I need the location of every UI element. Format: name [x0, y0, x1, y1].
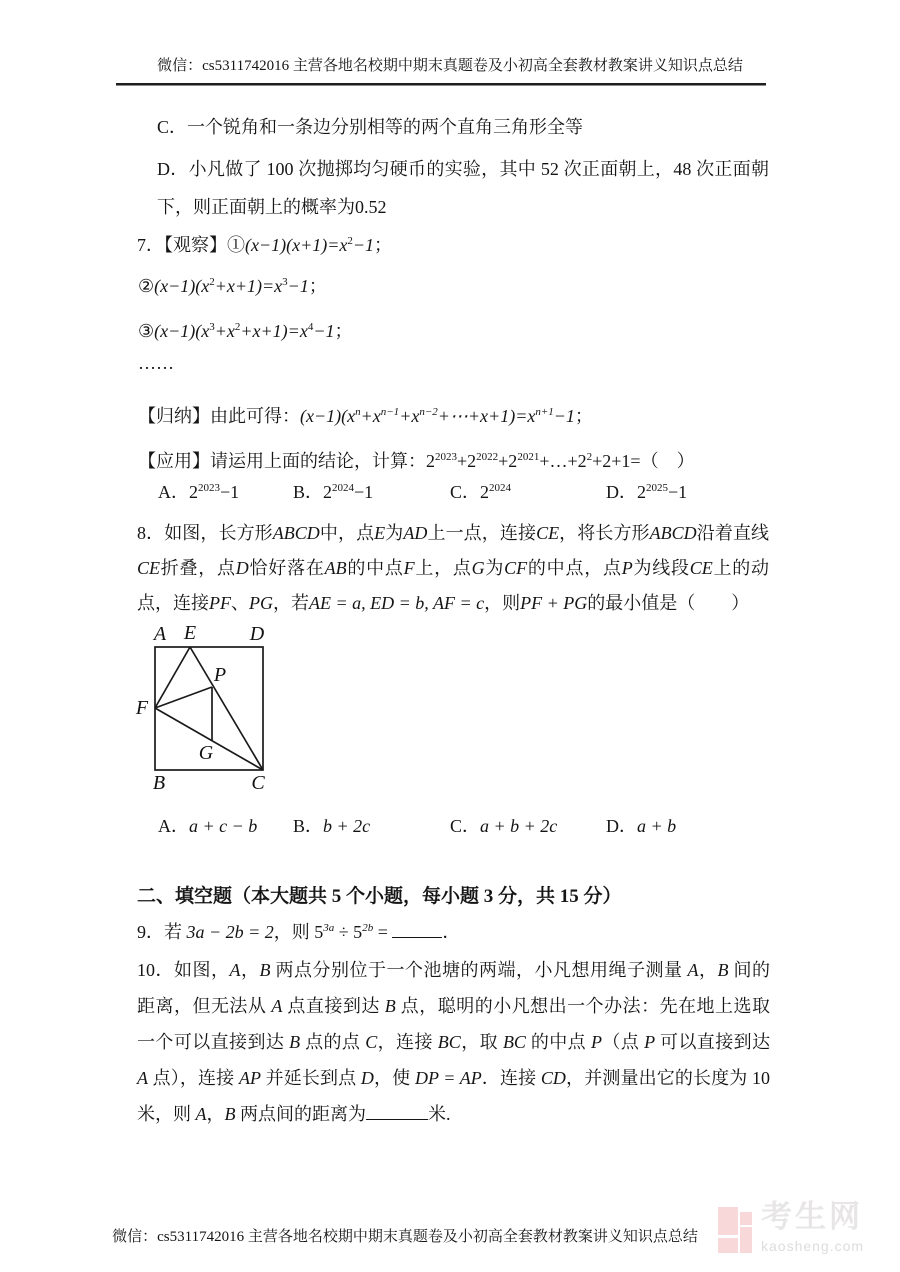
figure-line-ef: [155, 647, 190, 708]
kaosheng-logo-icon: [712, 1200, 752, 1254]
figure-label-p: P: [213, 664, 227, 686]
question-9-line: 9．若 3a − 2b = 2，则 $5^{3a} \div 5^{2b}$ = ．: [137, 922, 461, 942]
q8-option-d: D．a + b: [606, 816, 677, 836]
option-d-paragraph: D．小凡做了 100 次抛掷均匀硬币的实验，其中 52 次正面朝上，48 次正面朝下，则正面朝上的概率为0.52: [157, 159, 769, 217]
question-8-paragraph: 8．如图，长方形ABCD中，点E为AD上一点，连接CE，将长方形ABCD沿着直线CE折叠，点D恰好落在AB的中点F上，点G为CF的中点，点P为线段CE上的动点，连接PF、PG，若AE = a, ED = b, AF = c，则PF + PG的最小值是（ ）: [137, 523, 770, 613]
question-7-observe-line: 7．【观察】$①(x-1)(x+1)=x^2-1$；: [137, 235, 393, 255]
q8-option-b: B．b + 2c: [293, 816, 371, 836]
figure-label-d: D: [249, 623, 265, 645]
q7-option-b: B．$2^{2024}-1$: [293, 482, 374, 502]
q8-option-a: A．a + c − b: [158, 816, 258, 836]
q8-option-c: C．a + b + 2c: [450, 816, 558, 836]
ellipsis-line: ……: [138, 353, 174, 373]
kaosheng-watermark: [712, 1200, 864, 1256]
q7-option-c: C．$2^{2024}$: [450, 482, 512, 502]
figure-label-b: B: [152, 772, 166, 794]
page-footer-text: 微信：cs5311742016 主营各地名校期中期末真题卷及小初高全套教材教案讲义知识点总结: [112, 1229, 698, 1245]
kaosheng-brand-text: 考生网: [761, 1199, 863, 1234]
question-7-options-row: [0, 478, 900, 508]
page-header-text: 微信：cs5311742016 主营各地名校期中期末真题卷及小初高全套教材教案讲义知识点总结: [157, 58, 743, 74]
figure-label-g: G: [198, 742, 214, 764]
figure-label-e: E: [183, 622, 197, 644]
figure-label-a: A: [153, 623, 167, 645]
section-2-heading: 二、填空题（本大题共 5 个小题，每小题 3 分，共 15 分）: [137, 886, 622, 907]
figure-label-f: F: [135, 697, 149, 719]
kaosheng-logo-text: [761, 1200, 864, 1256]
option-c-line: C．一个锐角和一条边分别相等的两个直角三角形全等: [157, 117, 584, 137]
figure-label-c: C: [251, 772, 265, 794]
question-10-paragraph: 10．如图，A，B 两点分别位于一个池塘的两端，小凡想用绳子测量 A，B 间的距离，但无法从 A 点直接到达 B 点，聪明的小凡想出一个办法：先在地上选取一个可以直接到达 B 点的点 C，连接 BC，取 BC 的中点 P（点 P 可以直接到达 A 点），连接 AP 并延长到点 D，使 DP = AP．连接 CD，并测量出它的长度为 10 米，则 A，B 两点间的距离为 米.: [137, 960, 771, 1124]
figure-line-fp: [155, 687, 212, 708]
question-7-application-line: 【应用】请运用上面的结论，计算：$2^{2023}+2^{2022}+2^{2021}+\dots+2^2+2+1=$（ ）: [138, 451, 695, 471]
question-7-equation-2: $②(x-1)(x^2+x+1)=x^3-1$；: [138, 276, 327, 296]
figure-q8: [125, 615, 310, 810]
q7-option-a: A．$2^{2023}-1$: [158, 482, 240, 502]
kaosheng-domain-text: kaosheng.com: [761, 1238, 865, 1254]
question-7-equation-3: $③(x-1)(x^3+x^2+x+1)=x^4-1$；: [138, 321, 353, 341]
q7-option-d: D．$2^{2025}-1$: [606, 482, 688, 502]
question-7-induction-line: 【归纳】由此可得：$(x-1)(x^n+x^{n-1}+x^{n-2}+\cdots+x+1)=x^{n+1}-1$；: [138, 406, 593, 426]
header-rule: [116, 83, 766, 86]
question-8-options-row: [0, 812, 900, 842]
